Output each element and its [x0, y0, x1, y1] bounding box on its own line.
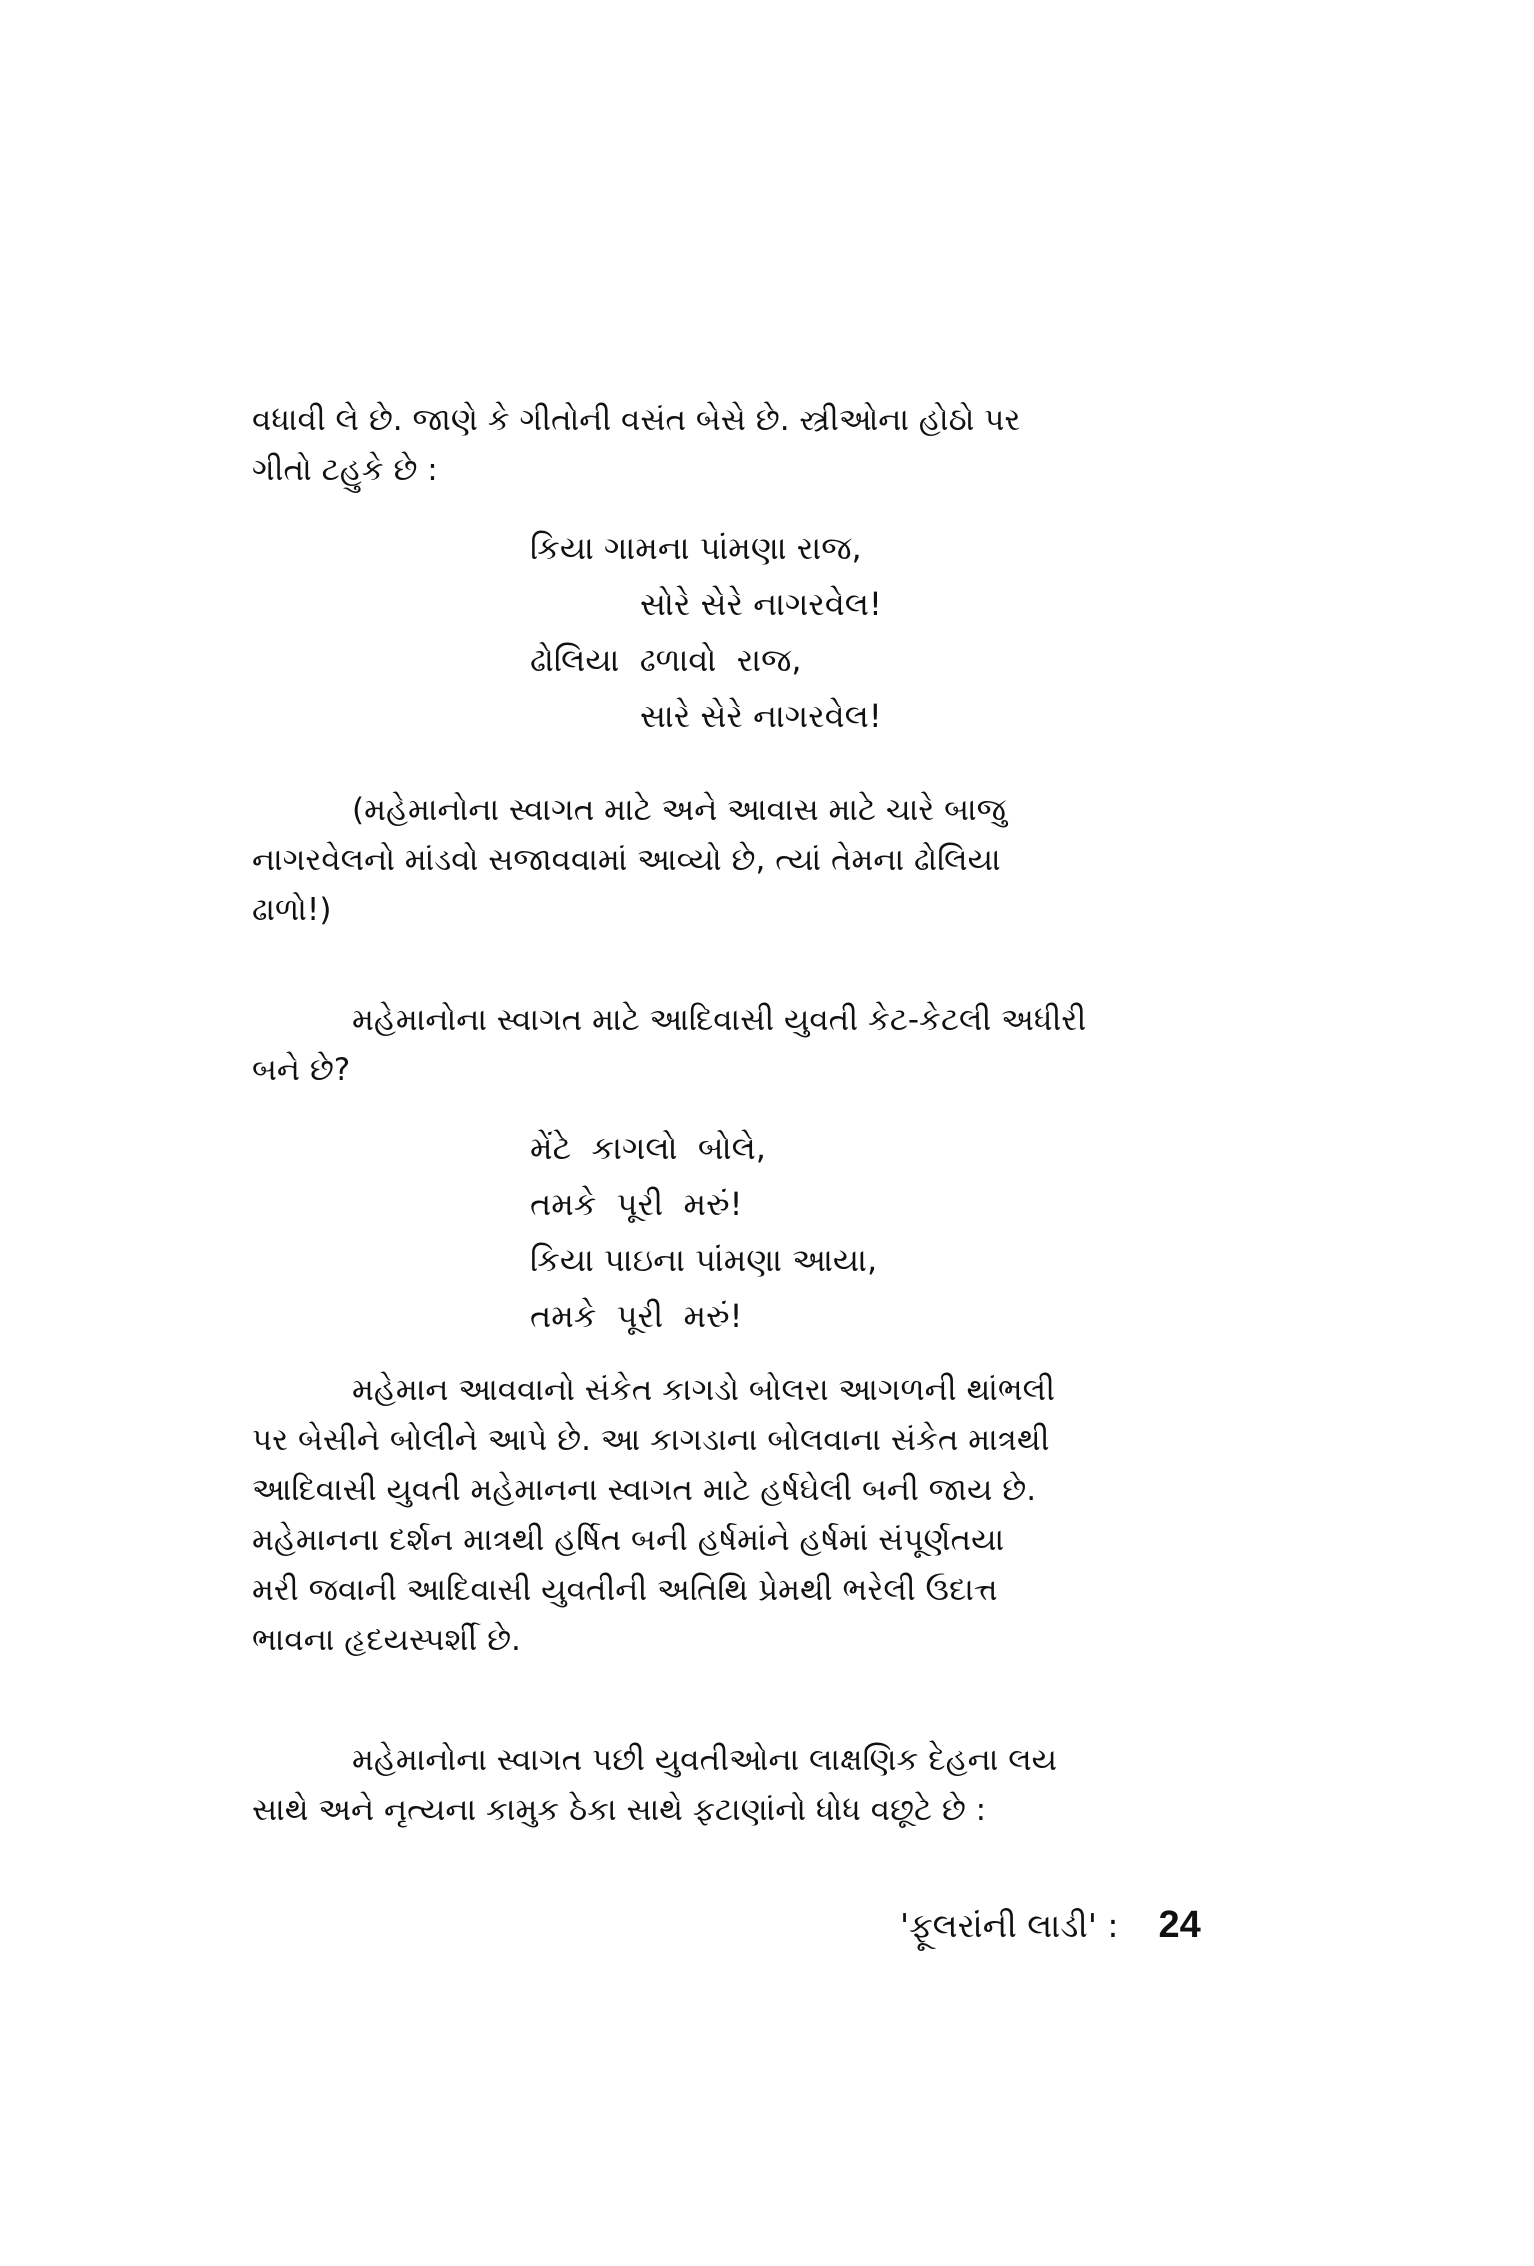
paragraph-1 [252, 395, 1282, 495]
text-line: ભાવના હૃદયસ્પર્શી છે. [252, 1622, 521, 1658]
verse-line: મેંટે કાગલો બોલે, [530, 1129, 766, 1167]
verse-1 [530, 520, 882, 744]
text-line: વધાવી લે છે. જાણે કે ગીતોની વસંત બેસે છે. સ્ત્રીઓના હોઠો પર [252, 402, 1021, 438]
verse-line: સારે સેરે નાગરવેલ! [640, 697, 882, 735]
verse-2 [530, 1120, 877, 1344]
paragraph-5 [252, 1735, 1282, 1835]
page-number: 24 [1158, 1904, 1201, 1946]
text-line: મહેમાનના દર્શન માત્રથી હર્ષિત બની હર્ષમાંને હર્ષમાં સંપૂર્ણતયા [252, 1522, 1005, 1558]
verse-line: સોરે સેરે નાગરવેલ! [640, 585, 882, 623]
running-title: 'ફૂલરાંની લાડી' : [900, 1906, 1119, 1945]
verse-line: તમકે પૂરી મરું! [530, 1297, 743, 1335]
text-line: પર બેસીને બોલીને આપે છે. આ કાગડાના બોલવાના સંકેત માત્રથી [252, 1422, 1050, 1458]
paragraph-4 [252, 1365, 1282, 1665]
text-line: નાગરવેલનો માંડવો સજાવવામાં આવ્યો છે, ત્યાં તેમના ઢોલિયા [252, 842, 1001, 878]
paragraph-2 [252, 785, 1282, 935]
text-line: બને છે? [252, 1052, 351, 1088]
text-line: સાથે અને નૃત્યના કામુક ઠેકા સાથે ફટાણાંનો ધોધ વછૂટે છે : [252, 1792, 987, 1828]
page-footer [900, 1900, 1280, 1951]
text-line: ઢાળો!) [252, 892, 332, 928]
verse-line: કિયા પાઇના પાંમણા આયા, [530, 1241, 878, 1279]
text-line: મહેમાન આવવાનો સંકેત કાગડો બોલરા આગળની થાંભલી [352, 1372, 1055, 1408]
text-line: મરી જવાની આદિવાસી યુવતીની અતિથિ પ્રેમથી ભરેલી ઉદાત્ત [252, 1572, 998, 1608]
paragraph-3 [252, 995, 1282, 1095]
text-line: આદિવાસી યુવતી મહેમાનના સ્વાગત માટે હર્ષઘેલી બની જાય છે. [252, 1472, 1037, 1508]
text-line: ગીતો ટહુકે છે : [252, 452, 438, 488]
text-line: મહેમાનોના સ્વાગત પછી યુવતીઓના લાક્ષણિક દેહના લય [352, 1742, 1058, 1778]
text-line: મહેમાનોના સ્વાગત માટે આદિવાસી યુવતી કેટ-કેટલી અધીરી [352, 1002, 1087, 1038]
verse-line: તમકે પૂરી મરું! [530, 1185, 743, 1223]
verse-line: કિયા ગામના પાંમણા રાજ, [530, 529, 862, 567]
verse-line: ઢોલિયા ઢળાવો રાજ, [530, 641, 802, 679]
text-line: (મહેમાનોના સ્વાગત માટે અને આવાસ માટે ચારે બાજુ [352, 792, 1006, 828]
